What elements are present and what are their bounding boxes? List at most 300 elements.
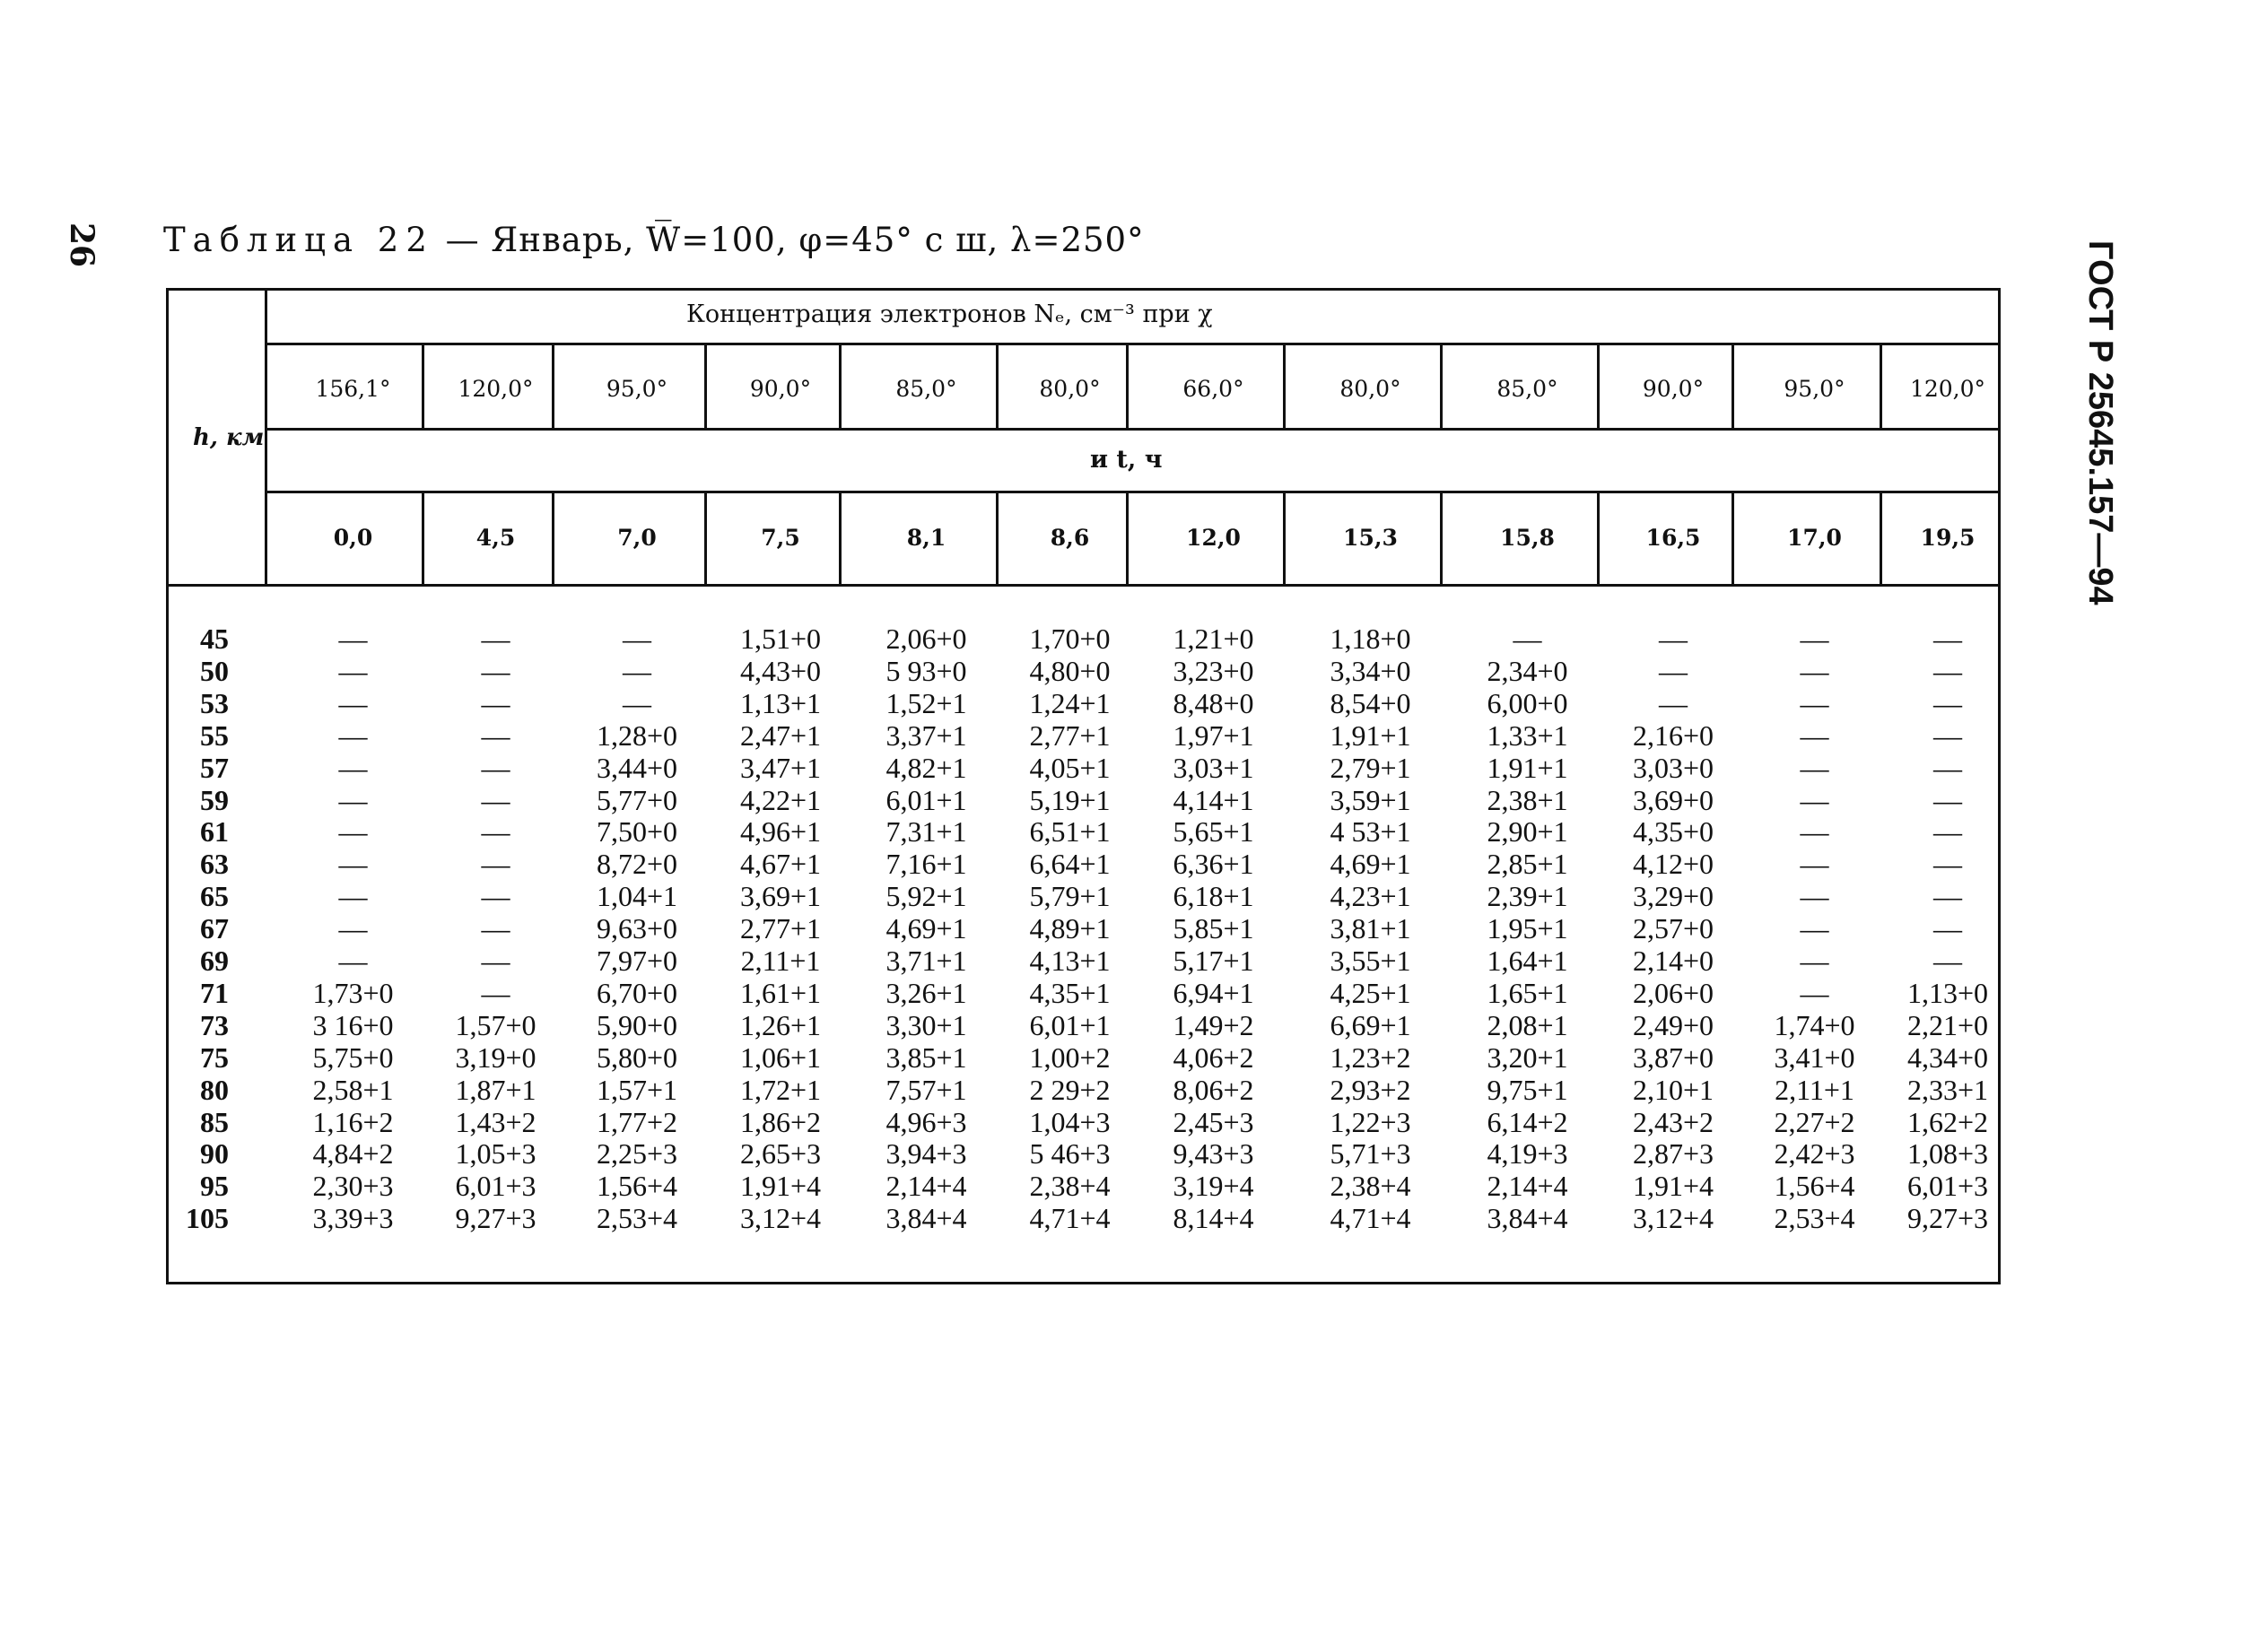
table-cell: 7,97+0 [596, 945, 678, 977]
table-cell: 5 93+0 [885, 654, 967, 687]
header-divider-chi-9 [1597, 345, 1600, 428]
table-cell: 1,91+1 [1487, 751, 1568, 784]
table-cell: 1,56+4 [596, 1170, 678, 1203]
table-cell: 8,14+4 [1173, 1202, 1254, 1235]
table-cell: 1,00+2 [1029, 1040, 1111, 1074]
table-cell: 2,06+0 [1632, 976, 1714, 1009]
row-height-value: 85 [200, 1105, 229, 1138]
header-line-2 [266, 428, 1998, 431]
table-cell: — [1933, 686, 1962, 719]
table-cell: 8,54+0 [1330, 686, 1411, 719]
table-cell: — [1933, 815, 1962, 849]
table-top-border [166, 288, 2001, 291]
header-bottom-line [166, 584, 2001, 587]
table-cell: 1,22+3 [1330, 1105, 1411, 1138]
table-cell: 2,85+1 [1487, 848, 1568, 881]
t-header-cell: 19,5 [1920, 525, 1976, 551]
chi-header-cell: 90,0° [749, 376, 812, 402]
table-title-rest: — Январь, W̅=100, φ=45° с ш, λ=250° [433, 221, 1145, 259]
table-cell: 2,14+4 [1487, 1170, 1568, 1203]
table-cell: 6,94+1 [1173, 976, 1254, 1009]
table-cell: 6,36+1 [1173, 848, 1254, 881]
table-cell: 4,67+1 [739, 848, 822, 881]
table-cell: 4,12+0 [1632, 848, 1714, 881]
table-cell: — [338, 686, 368, 719]
table-cell: — [1800, 751, 1829, 784]
table-cell: 1,91+4 [1632, 1170, 1714, 1203]
header-divider-chi-7 [1283, 345, 1286, 428]
table-cell: — [481, 912, 510, 945]
table-cell: 5 46+3 [1029, 1137, 1111, 1171]
table-cell: 4,25+1 [1330, 976, 1411, 1009]
table-cell: 3,37+1 [885, 718, 967, 752]
table-cell: — [1659, 622, 1688, 655]
table-cell: 1,51+0 [739, 622, 822, 655]
table-cell: — [1933, 783, 1962, 816]
row-height-value: 63 [200, 848, 229, 881]
t-header-cell: 7,5 [761, 525, 800, 551]
table-cell: 2,58+1 [312, 1073, 394, 1106]
table-cell: 5,17+1 [1173, 945, 1254, 977]
table-cell: 2,65+3 [739, 1137, 822, 1171]
table-cell: — [481, 686, 510, 719]
table-cell: 6,69+1 [1330, 1008, 1411, 1041]
table-cell: 5,80+0 [596, 1040, 678, 1074]
table-cell: — [1800, 848, 1829, 881]
table-cell: 2,25+3 [596, 1137, 678, 1171]
table-cell: 5,77+0 [596, 783, 678, 816]
table-cell: 3,20+1 [1487, 1040, 1568, 1074]
table-cell: 2,14+4 [885, 1170, 967, 1203]
table-cell: 1,28+0 [596, 718, 678, 752]
table-cell: 1,95+1 [1487, 912, 1568, 945]
table-cell: 9,63+0 [596, 912, 678, 945]
table-cell: 2 29+2 [1029, 1073, 1111, 1106]
table-cell: 3,12+4 [1632, 1202, 1714, 1235]
table-cell: 1,43+2 [455, 1105, 536, 1138]
table-cell: 3,03+0 [1632, 751, 1714, 784]
table-cell: 7,31+1 [885, 815, 967, 849]
table-cell: 1,62+2 [1906, 1105, 1989, 1138]
chi-header-cell: 120,0° [458, 376, 534, 402]
row-height-value: 53 [200, 686, 229, 719]
table-cell: 2,34+0 [1487, 654, 1568, 687]
table-cell: 3,41+0 [1774, 1040, 1855, 1074]
table-cell: 2,87+3 [1632, 1137, 1714, 1171]
table-cell: 3,39+3 [312, 1202, 394, 1235]
table-cell: 4,84+2 [312, 1137, 394, 1171]
table-cell: 4,80+0 [1029, 654, 1111, 687]
table-cell: 4,96+1 [739, 815, 822, 849]
table-cell: 3,85+1 [885, 1040, 967, 1074]
table-cell: 4,22+1 [739, 783, 822, 816]
chi-header-cell: 90,0° [1642, 376, 1705, 402]
table-cell: 2,49+0 [1632, 1008, 1714, 1041]
table-cell: 3,47+1 [739, 751, 822, 784]
table-cell: 1,91+1 [1330, 718, 1411, 752]
row-height-value: 61 [200, 815, 229, 849]
table-cell: 2,33+1 [1906, 1073, 1989, 1106]
row-height-value: 55 [200, 718, 229, 752]
table-cell: 2,14+0 [1632, 945, 1714, 977]
table-cell: 2,45+3 [1173, 1105, 1254, 1138]
table-cell: — [1933, 945, 1962, 977]
table-cell: 1,74+0 [1774, 1008, 1855, 1041]
table-cell: 5,65+1 [1173, 815, 1254, 849]
table-cell: 4,69+1 [885, 912, 967, 945]
table-cell: 1,06+1 [739, 1040, 822, 1074]
data-table [166, 288, 2001, 1284]
table-cell: 1,04+3 [1029, 1105, 1111, 1138]
table-cell: 2,39+1 [1487, 880, 1568, 913]
table-cell: 1,77+2 [596, 1105, 678, 1138]
table-cell: 4,06+2 [1173, 1040, 1254, 1074]
header-divider-t-11 [1880, 493, 1882, 584]
table-cell: 4,35+1 [1029, 976, 1111, 1009]
table-cell: — [1513, 622, 1542, 655]
table-cell: 8,48+0 [1173, 686, 1254, 719]
table-cell: — [338, 718, 368, 752]
table-cell: 1,61+1 [739, 976, 822, 1009]
table-cell: 1,56+4 [1774, 1170, 1855, 1203]
table-cell: 5,71+3 [1330, 1137, 1411, 1171]
table-cell: 3,19+0 [455, 1040, 536, 1074]
table-cell: 6,01+1 [1029, 1008, 1111, 1041]
table-cell: 3,71+1 [885, 945, 967, 977]
table-cell: — [1800, 654, 1829, 687]
table-cell: — [338, 945, 368, 977]
header-divider-chi-3 [704, 345, 707, 428]
table-cell: 7,50+0 [596, 815, 678, 849]
table-cell: — [481, 815, 510, 849]
table-cell: 6,01+3 [455, 1170, 536, 1203]
table-cell: 1,49+2 [1173, 1008, 1254, 1041]
table-cell: 1,05+3 [455, 1137, 536, 1171]
table-cell: 5,92+1 [885, 880, 967, 913]
t-header-cell: 16,5 [1645, 525, 1701, 551]
header-divider-t-3 [704, 493, 707, 584]
table-cell: 2,06+0 [885, 622, 967, 655]
header-line-1 [266, 343, 1998, 345]
table-cell: 5,19+1 [1029, 783, 1111, 816]
table-cell: 3,84+4 [1487, 1202, 1568, 1235]
table-cell: 9,75+1 [1487, 1073, 1568, 1106]
table-cell: 1,13+1 [739, 686, 822, 719]
table-cell: 5,90+0 [596, 1008, 678, 1041]
table-cell: — [338, 880, 368, 913]
table-cell: 3,84+4 [885, 1202, 967, 1235]
table-cell: 1,91+4 [739, 1170, 822, 1203]
chi-header-cell: 156,1° [315, 376, 391, 402]
table-cell: — [481, 654, 510, 687]
table-cell: 2,16+0 [1632, 718, 1714, 752]
table-cell: — [1800, 976, 1829, 1009]
header-divider-t-9 [1597, 493, 1600, 584]
t-header-cell: 17,0 [1787, 525, 1842, 551]
table-cell: 4,71+4 [1029, 1202, 1111, 1235]
table-cell: — [1933, 622, 1962, 655]
table-cell: — [338, 912, 368, 945]
table-cell: 9,27+3 [455, 1202, 536, 1235]
row-height-value: 45 [200, 622, 229, 655]
table-cell: 2,38+4 [1029, 1170, 1111, 1203]
group-header-chi: Концентрация электронов Nₑ, см⁻³ при χ [686, 300, 1213, 328]
table-cell: 3,26+1 [885, 976, 967, 1009]
table-cell: 2,21+0 [1906, 1008, 1989, 1041]
table-cell: — [338, 751, 368, 784]
chi-header-cell: 66,0° [1182, 376, 1244, 402]
group-header-t: и t, ч [1090, 446, 1163, 474]
table-title [163, 221, 1145, 259]
table-cell: 1,73+0 [312, 976, 394, 1009]
table-cell: 2,11+1 [740, 945, 821, 977]
header-divider-chi-1 [422, 345, 424, 428]
table-cell: 5,79+1 [1029, 880, 1111, 913]
table-cell: 4,35+0 [1632, 815, 1714, 849]
table-cell: 3,12+4 [739, 1202, 822, 1235]
table-cell: — [481, 945, 510, 977]
table-cell: 6,64+1 [1029, 848, 1111, 881]
table-cell: 1,24+1 [1029, 686, 1111, 719]
table-cell: — [1933, 912, 1962, 945]
t-header-cell: 0,0 [333, 525, 373, 551]
table-cell: 4,96+3 [885, 1105, 967, 1138]
table-cell: — [623, 686, 651, 719]
t-header-cell: 4,5 [475, 525, 516, 551]
table-cell: — [338, 815, 368, 849]
table-cell: — [1800, 686, 1829, 719]
table-cell: 4,13+1 [1029, 945, 1111, 977]
table-cell: 3,81+1 [1330, 912, 1411, 945]
table-cell: 1,57+1 [596, 1073, 678, 1106]
table-cell: — [1800, 880, 1829, 913]
table-cell: 4,82+1 [885, 751, 967, 784]
row-height-value: 59 [200, 783, 229, 816]
h-column-separator [265, 288, 267, 584]
table-cell: 6,70+0 [596, 976, 678, 1009]
t-header-cell: 15,8 [1500, 525, 1555, 551]
row-height-value: 73 [200, 1008, 229, 1041]
row-height-value: 80 [200, 1073, 229, 1106]
table-cell: 7,16+1 [885, 848, 967, 881]
header-divider-t-1 [422, 493, 424, 584]
table-cell: 4,71+4 [1330, 1202, 1411, 1235]
table-cell: 6,01+3 [1906, 1170, 1989, 1203]
table-cell: 1,08+3 [1906, 1137, 1989, 1171]
chi-header-cell: 80,0° [1339, 376, 1401, 402]
t-header-cell: 12,0 [1186, 525, 1241, 551]
table-cell: 2,38+4 [1330, 1170, 1411, 1203]
table-cell: 2,57+0 [1632, 912, 1714, 945]
table-cell: — [338, 654, 368, 687]
table-cell: — [481, 622, 510, 655]
table-cell: 3,87+0 [1632, 1040, 1714, 1074]
table-cell: 1,52+1 [885, 686, 967, 719]
table-cell: — [623, 654, 651, 687]
table-cell: 3,59+1 [1330, 783, 1411, 816]
table-cell: 3,69+1 [739, 880, 822, 913]
table-cell: 2,38+1 [1487, 783, 1568, 816]
h-km-label: h, км [193, 424, 265, 451]
row-height-value: 95 [200, 1170, 229, 1203]
table-cell: 3,69+0 [1632, 783, 1714, 816]
page-number: 26 [63, 222, 100, 268]
t-header-cell: 7,0 [617, 525, 657, 551]
table-cell: — [338, 783, 368, 816]
row-height-value: 65 [200, 880, 229, 913]
table-cell: 3,23+0 [1173, 654, 1254, 687]
table-cell: 2,77+1 [1029, 718, 1111, 752]
table-cell: 4,69+1 [1330, 848, 1411, 881]
table-cell: 3,94+3 [885, 1137, 967, 1171]
chi-header-cell: 95,0° [1784, 376, 1845, 402]
header-divider-chi-8 [1440, 345, 1443, 428]
table-cell: 2,53+4 [596, 1202, 678, 1235]
table-cell: 1,13+0 [1906, 976, 1989, 1009]
row-height-value: 75 [200, 1040, 229, 1074]
chi-header-cell: 120,0° [1909, 376, 1986, 402]
table-cell: 6,01+1 [885, 783, 967, 816]
chi-header-cell: 80,0° [1039, 376, 1101, 402]
table-cell: 1,87+1 [455, 1073, 536, 1106]
table-cell: 2,08+1 [1487, 1008, 1568, 1041]
table-cell: 4 53+1 [1330, 815, 1411, 849]
table-cell: 4,05+1 [1029, 751, 1111, 784]
t-header-cell: 8,1 [906, 525, 946, 551]
header-divider-chi-11 [1880, 345, 1882, 428]
table-cell: — [481, 783, 510, 816]
row-height-value: 71 [200, 976, 229, 1009]
table-cell: 1,21+0 [1173, 622, 1254, 655]
table-cell: 2,10+1 [1632, 1073, 1714, 1106]
header-divider-t-5 [996, 493, 999, 584]
table-cell: 2,42+3 [1774, 1137, 1855, 1171]
table-cell: 6,51+1 [1029, 815, 1111, 849]
table-cell: — [1800, 783, 1829, 816]
row-height-value: 50 [200, 654, 229, 687]
table-cell: 4,89+1 [1029, 912, 1111, 945]
table-cell: 1,16+2 [312, 1105, 394, 1138]
table-cell: — [1933, 654, 1962, 687]
table-cell: 7,57+1 [885, 1073, 967, 1106]
table-cell: 4,14+1 [1173, 783, 1254, 816]
table-cell: 3,03+1 [1173, 751, 1254, 784]
table-cell: 6,00+0 [1487, 686, 1568, 719]
table-cell: 3,55+1 [1330, 945, 1411, 977]
chi-header-cell: 85,0° [895, 376, 957, 402]
table-cell: 4,23+1 [1330, 880, 1411, 913]
table-cell: 6,14+2 [1487, 1105, 1568, 1138]
table-cell: 8,72+0 [596, 848, 678, 881]
table-cell: 2,90+1 [1487, 815, 1568, 849]
table-cell: 9,43+3 [1173, 1137, 1254, 1171]
table-cell: — [1800, 945, 1829, 977]
table-cell: — [623, 622, 651, 655]
table-cell: — [1659, 686, 1688, 719]
table-cell: 3,29+0 [1632, 880, 1714, 913]
row-height-value: 57 [200, 751, 229, 784]
table-cell: 1,65+1 [1487, 976, 1568, 1009]
table-cell: 1,23+2 [1330, 1040, 1411, 1074]
table-cell: 1,72+1 [739, 1073, 822, 1106]
table-cell: — [338, 848, 368, 881]
table-cell: 4,43+0 [739, 654, 822, 687]
row-height-value: 69 [200, 945, 229, 977]
table-cell: 1,04+1 [596, 880, 678, 913]
header-divider-t-8 [1440, 493, 1443, 584]
table-cell: — [481, 751, 510, 784]
table-cell: 2,47+1 [739, 718, 822, 752]
header-line-3 [266, 491, 1998, 493]
table-cell: 3,19+4 [1173, 1170, 1254, 1203]
table-bottom-border [166, 1282, 2001, 1284]
table-cell: — [1800, 912, 1829, 945]
table-cell: 2,53+4 [1774, 1202, 1855, 1235]
table-cell: 1,18+0 [1330, 622, 1411, 655]
table-cell: 1,26+1 [739, 1008, 822, 1041]
table-cell: 1,57+0 [455, 1008, 536, 1041]
table-cell: 3,30+1 [885, 1008, 967, 1041]
table-title-prefix: Таблица 22 [163, 221, 434, 259]
table-cell: 1,97+1 [1173, 718, 1254, 752]
table-cell: — [1800, 815, 1829, 849]
table-cell: 2,11+1 [1775, 1073, 1854, 1106]
row-height-value: 105 [186, 1202, 229, 1235]
table-cell: — [1933, 880, 1962, 913]
table-cell: 4,19+3 [1487, 1137, 1568, 1171]
table-cell: 1,33+1 [1487, 718, 1568, 752]
table-cell: — [338, 622, 368, 655]
table-cell: 2,27+2 [1774, 1105, 1855, 1138]
header-divider-chi-5 [996, 345, 999, 428]
table-cell: 3,34+0 [1330, 654, 1411, 687]
table-cell: — [1933, 751, 1962, 784]
table-cell: 2,43+2 [1632, 1105, 1714, 1138]
table-cell: 9,27+3 [1906, 1202, 1989, 1235]
table-cell: — [1659, 654, 1688, 687]
table-cell: — [1933, 718, 1962, 752]
table-cell: — [481, 976, 510, 1009]
gost-code: ГОСТ Р 25645.157—94 [2081, 240, 2119, 605]
table-cell: — [481, 848, 510, 881]
table-cell: 2,93+2 [1330, 1073, 1411, 1106]
header-divider-t-7 [1283, 493, 1286, 584]
row-height-value: 90 [200, 1137, 229, 1171]
table-cell: 5,75+0 [312, 1040, 394, 1074]
table-cell: 2,77+1 [739, 912, 822, 945]
table-cell: — [1933, 848, 1962, 881]
row-height-value: 67 [200, 912, 229, 945]
table-cell: 3,44+0 [596, 751, 678, 784]
t-header-cell: 8,6 [1050, 525, 1090, 551]
table-cell: — [481, 880, 510, 913]
chi-header-cell: 85,0° [1496, 376, 1558, 402]
table-cell: 4,34+0 [1906, 1040, 1989, 1074]
table-cell: 6,18+1 [1173, 880, 1254, 913]
table-cell: — [481, 718, 510, 752]
table-cell: 5,85+1 [1173, 912, 1254, 945]
chi-header-cell: 95,0° [606, 376, 668, 402]
table-cell: — [1800, 622, 1829, 655]
table-cell: 1,70+0 [1029, 622, 1111, 655]
table-cell: 8,06+2 [1173, 1073, 1254, 1106]
t-header-cell: 15,3 [1343, 525, 1398, 551]
table-cell: — [1800, 718, 1829, 752]
table-cell: 1,86+2 [739, 1105, 822, 1138]
table-cell: 2,79+1 [1330, 751, 1411, 784]
table-cell: 3 16+0 [312, 1008, 394, 1041]
table-cell: 2,30+3 [312, 1170, 394, 1203]
